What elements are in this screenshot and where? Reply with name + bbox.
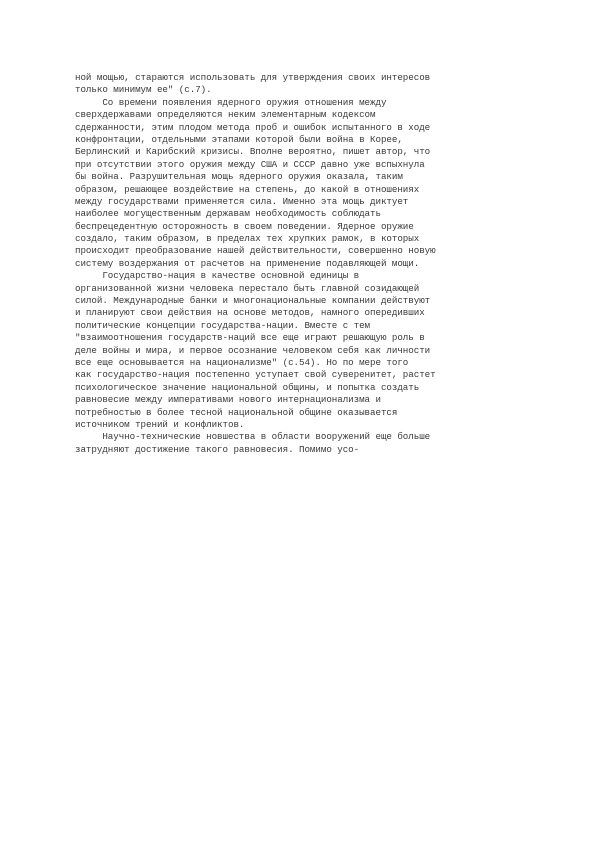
text-line: деле войны и мира, и первое осознание человеком себя как личности — [75, 344, 431, 356]
text-line: Берлинский и Карибский кризисы. Вполне вероятно, пишет автор, что — [75, 146, 431, 158]
text-line: Со времени появления ядерного оружия отношения между — [75, 96, 387, 108]
text-line: происходит преобразование нашей действительности, совершенно новую — [75, 245, 436, 257]
text-line: силой. Международные банки и многонациональные компании действуют — [75, 295, 431, 307]
text-line: психологическое значение национальной общины, и попытка создать — [75, 381, 420, 393]
text-line: систему воздержания от расчетов на применение подавляющей мощи. — [75, 257, 420, 269]
text-line: между государствами применяется сила. Именно эта мощь диктует — [75, 195, 409, 207]
text-line: ной мощью, стараются использовать для утверждения своих интересов — [75, 72, 431, 83]
text-line: создало, таким образом, в пределах тех хрупких рамок, в которых — [75, 233, 420, 245]
text-line: сдержанности, этим плодом метода проб и ошибок испытанного в ходе — [75, 121, 431, 133]
text-line: все еще основывается на национализме" (с.54). Но по мере того — [75, 356, 409, 368]
text-line: конфронтации, отдельными этапами которой были война в Корее, — [75, 133, 403, 145]
text-line: организованной жизни человека перестало быть главной созидающей — [75, 282, 420, 294]
text-line: потребностью в более тесной национальной общине оказывается — [75, 406, 398, 418]
text-line: Государство-нация в качестве основной единицы в — [75, 270, 360, 282]
text-line: образом, решающее воздействие на степень, до какой в отношениях — [75, 183, 420, 195]
text-line: как государство-нация постепенно уступает свой суверенитет, растет — [75, 369, 436, 381]
text-line: источником трений и конфликтов. — [75, 418, 245, 430]
text-line: Научно-технические новшества в области вооружений еще больше — [75, 431, 431, 443]
text-line: равновесие между императивами нового интернационализма и — [75, 394, 381, 406]
text-line: сверхдержавами определяются неким элементарным кодексом — [75, 109, 376, 121]
text-line: затрудняют достижение такого равновесия. Помимо усо- — [75, 443, 360, 455]
text-line: наиболее могущественным державам необходимость соблюдать — [75, 208, 381, 220]
text-line: политические концепции государства-нации. Вместе с тем — [75, 319, 371, 331]
text-line: бы война. Разрушительная мощь ядерного оружия оказала, таким — [75, 171, 403, 183]
text-line: беспрецедентную осторожность в своем поведении. Ядерное оружие — [75, 220, 414, 232]
text-line: и планируют свои действия на основе методов, намного опередивших — [75, 307, 425, 319]
body-text — [75, 72, 436, 456]
text-line: только минимум ее" (с.7). — [75, 84, 212, 96]
text-line: "взаимоотношения государств-наций все еще играют решающую роль в — [75, 332, 425, 344]
text-line: при отсутствии этого оружия между США и СССР давно уже вспыхнула — [75, 158, 425, 170]
